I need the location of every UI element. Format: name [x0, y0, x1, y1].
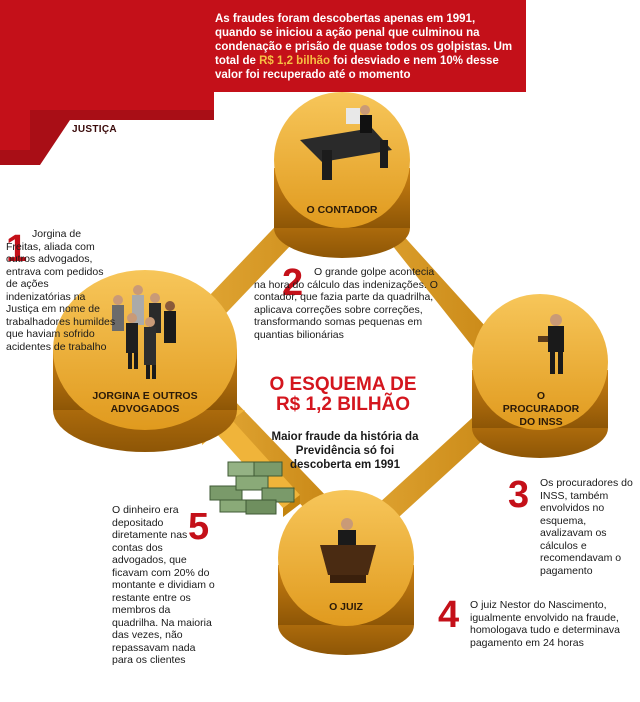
step-1-number: 1 — [6, 228, 28, 270]
center-subtitle: Maior fraude da história da Previdência só foi descoberta em 1991 — [271, 431, 419, 471]
step-2-number: 2 — [282, 262, 304, 304]
step-2-text: O grande golpe acontecia na hora do cálculo das indenizações. O contador, que fazia parte da quadrilha, aplicava correções sobre correções, transformando somas pequenas em quantias bilionárias — [254, 266, 438, 341]
node-label-jorgina: JORGINA E OUTROS ADVOGADOS — [92, 390, 198, 415]
step-5-text: O dinheiro era depositado diretamente nas contas dos advogados, que ficavam com 20% do montante e dividiam o restante entre os membros da quadrilha. Na maioria das vezes, não repassavam nada para os clientes — [112, 504, 215, 666]
node-label-procurador: O PROCURADOR DO INSS — [502, 390, 580, 428]
node-procurador-disc — [472, 294, 608, 458]
banner-text-end: foi desviado e nem 10% desse valor foi recuperado até o momento — [215, 55, 499, 81]
step-4-text: O juiz Nestor do Nascimento, igualmente envolvido na fraude, homologava tudo e determinava pagamento em 24 horas — [470, 599, 621, 649]
red-banner-strip — [0, 110, 214, 165]
section-label: JUSTIÇA — [72, 124, 117, 135]
step-1-text: Jorgina de Freitas, aliada com outros advogados, entrava com pedidos de ações indenizatórias na Justiça em nome de trabalhadores humildes que haviam sofrido acidentes de trabalho — [6, 228, 116, 353]
step-3-text: Os procuradores do INSS, também envolvidos no esquema, avalizavam os cálculos e recomendavam o pagamento — [540, 477, 633, 577]
step-3-number: 3 — [508, 474, 530, 516]
step-5-number: 5 — [188, 506, 210, 548]
banner-text-start: As fraudes foram descobertas apenas em 1991, quando se iniciou a ação penal que culminou na condenação e prisão de quase todos os golpistas. Um total de — [215, 13, 513, 67]
node-label-contador: O CONTADOR — [306, 204, 378, 216]
banner-highlight: R$ 1,2 bilhão — [259, 55, 331, 67]
node-contador-disc — [274, 92, 410, 258]
node-label-juiz: O JUIZ — [329, 601, 363, 613]
banner-text — [215, 12, 515, 82]
center-title: O ESQUEMA DE R$ 1,2 BILHÃO — [269, 374, 417, 415]
step-4-number: 4 — [438, 594, 460, 636]
